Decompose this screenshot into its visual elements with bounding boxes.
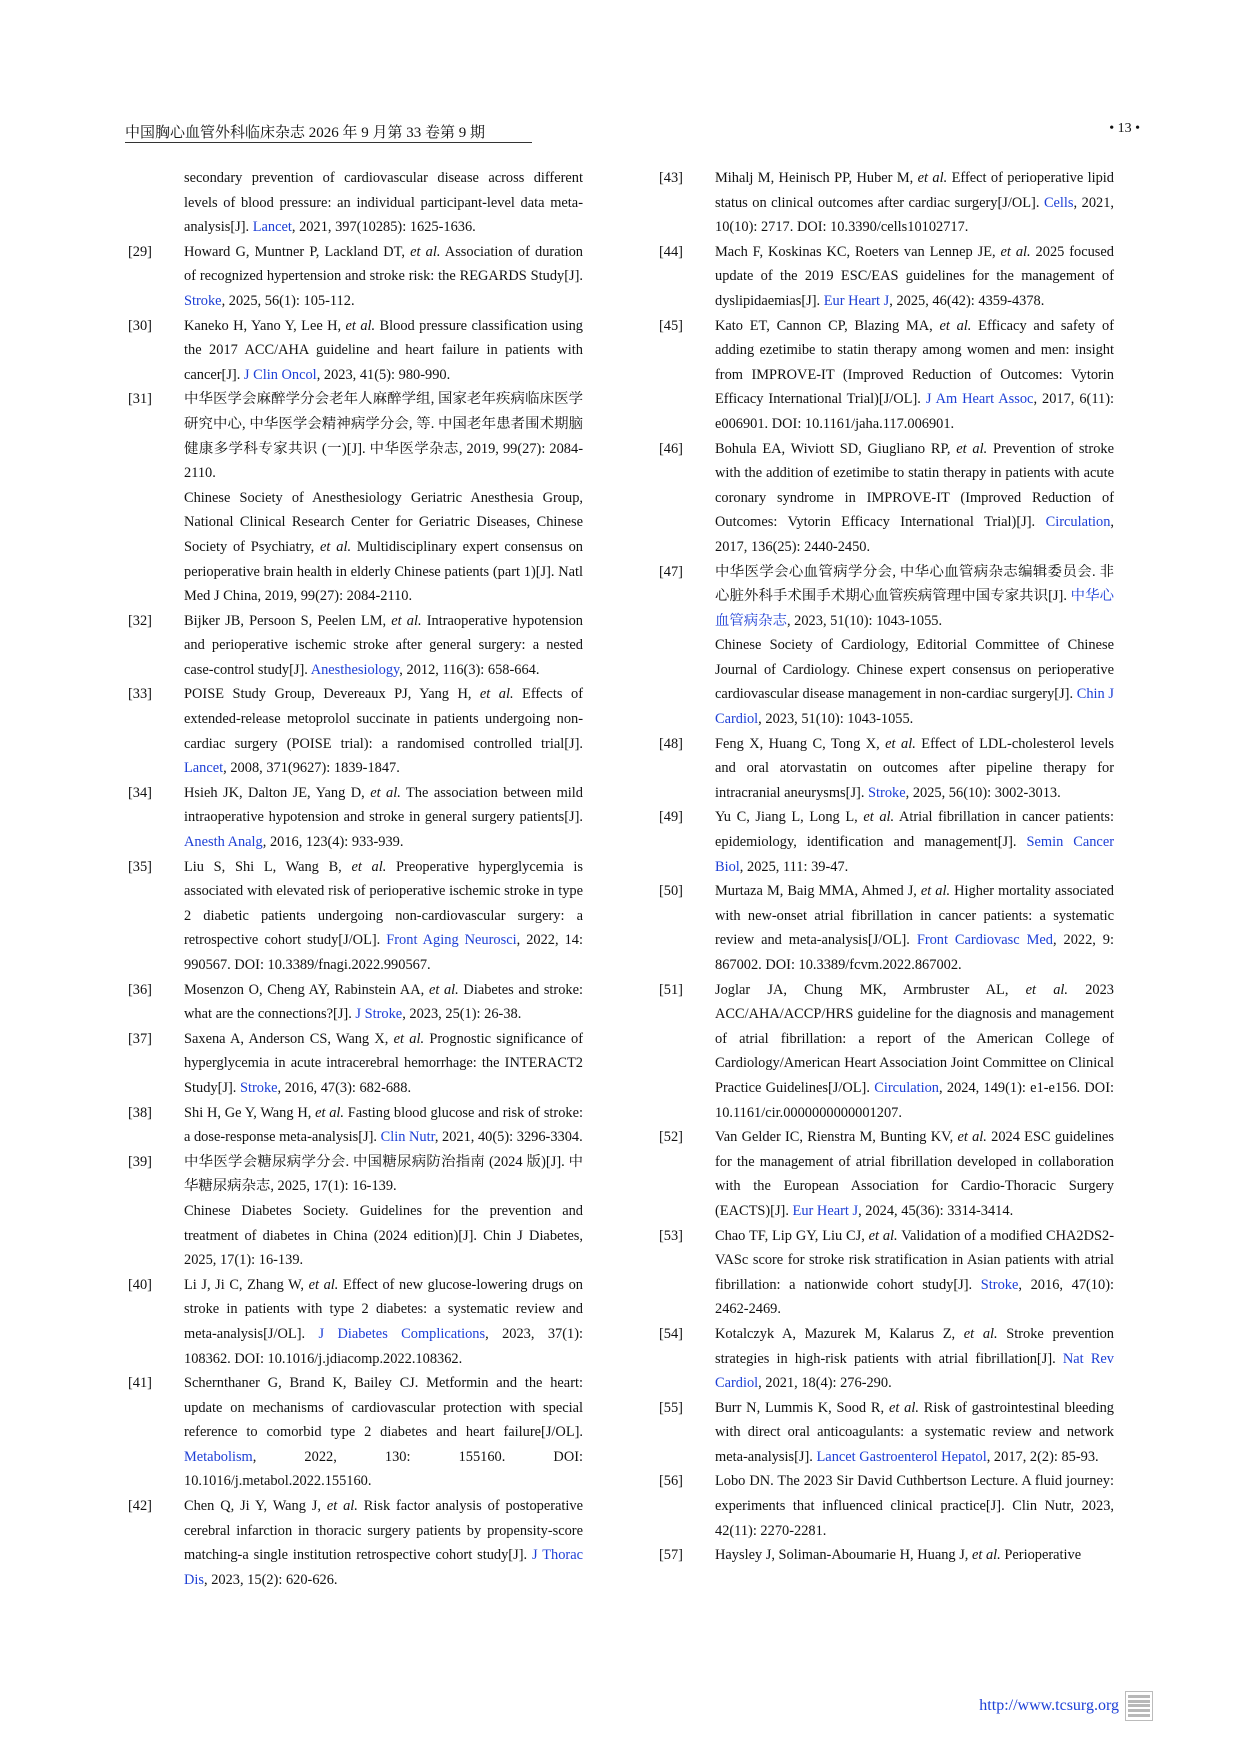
journal-link[interactable]: Lancet [184, 760, 224, 777]
journal-link[interactable]: Eur Heart J [823, 292, 890, 309]
reference-text: Kaneko H, Yano Y, Lee H, et al. Blood pressure classification using the 2017 ACC/AHA guideline and heart failure in patients with cancer[J]. J Clin Oncol, 2023, 41(5): 980-990. [184, 317, 583, 383]
journal-link[interactable]: Anesthesiology [310, 661, 400, 678]
reference-item [659, 978, 1114, 1126]
reference-number: [38] [128, 1104, 152, 1121]
reference-item [659, 1469, 1114, 1543]
reference-text: Joglar JA, Chung MK, Armbruster AL, et al. 2023 ACC/AHA/ACCP/HRS guideline for the diagnosis and management of atrial fibrillation: a report of the American College of Cardiology/American Heart Association Joint Committee on Clinical Practice Guidelines[J/OL]. Circulation, 2024, 149(1): e1-e156. DOI: 10.1161/cir.0000000000001207. [715, 981, 1114, 1121]
reference-text: Schernthaner G, Brand K, Bailey CJ. Metformin and the heart: update on mechanisms of cardiovascular protection with special reference to comorbid type 2 diabetes and heart failure[J/OL]. Metabolism, 2022, 130: 155160. DOI: 10.1016/j.metabol.2022.155160. [184, 1375, 583, 1490]
reference-item [659, 1322, 1114, 1396]
reference-number: [37] [128, 1030, 152, 1047]
reference-item [659, 240, 1114, 314]
reference-item [659, 1396, 1114, 1470]
journal-link[interactable]: J Diabetes Complications [318, 1325, 486, 1342]
reference-translation: Chinese Diabetes Society. Guidelines for the prevention and treatment of diabetes in China (2024 edition)[J]. Chin J Diabetes, 2025, 17(1): 16-139. [184, 1202, 583, 1269]
reference-number: [55] [659, 1399, 683, 1416]
reference-text: Burr N, Lummis K, Sood R, et al. Risk of gastrointestinal bleeding with direct oral anticoagulants: a systematic review and network meta-analysis[J]. Lancet Gastroenterol Hepatol, 2017, 2(2): 85-93. [715, 1399, 1114, 1465]
reference-translation: Chinese Society of Anesthesiology Geriatric Anesthesia Group, National Clinical Research Center for Geriatric Diseases, Chinese Society of Psychiatry, et al. Multidisciplinary expert consensus on perioperative brain health in elderly Chinese patients (part 1)[J]. Natl Med J China, 2019, 99(27): 2084-2110. [184, 489, 583, 605]
reference-number: [57] [659, 1547, 683, 1564]
reference-number: [44] [659, 243, 683, 260]
reference-number: [33] [128, 686, 152, 703]
reference-text: Hsieh JK, Dalton JE, Yang D, et al. The association between mild intraoperative hypotension and stroke in general surgery patients[J]. Anesth Analg, 2016, 123(4): 933-939. [184, 784, 583, 851]
journal-link[interactable]: Stroke [184, 292, 222, 309]
reference-item [128, 1494, 583, 1592]
journal-link[interactable]: J Thorac Dis [184, 1547, 584, 1588]
reference-item [128, 314, 583, 388]
reference-number: [29] [128, 243, 152, 260]
journal-link[interactable]: Front Cardiovasc Med [916, 932, 1053, 949]
reference-text: Mach F, Koskinas KC, Roeters van Lennep JE, et al. 2025 focused update of the 2019 ESC/EAS guidelines for the management of dyslipidaemias[J]. Eur Heart J, 2025, 46(42): 4359-4378. [715, 243, 1114, 309]
reference-text: Bijker JB, Persoon S, Peelen LM, et al. Intraoperative hypotension and perioperative ischemic stroke after general surgery: a nested case-control study[J]. Anesthesiology, 2012, 116(3): 658-664. [184, 612, 583, 678]
reference-number: [51] [659, 981, 683, 998]
reference-text: Van Gelder IC, Rienstra M, Bunting KV, et al. 2024 ESC guidelines for the management of atrial fibrillation developed in collaboration with the European Association for Cardio-Thoracic Surgery (EACTS)[J]. Eur Heart J, 2024, 45(36): 3314-3414. [715, 1129, 1114, 1219]
reference-item [659, 1224, 1114, 1322]
reference-text: POISE Study Group, Devereaux PJ, Yang H, et al. Effects of extended-release metoprolol succinate in patients undergoing non-cardiac surgery (POISE trial): a randomised controlled trial[J]. Lancet, 2008, 371(9627): 1839-1847. [184, 686, 583, 777]
journal-link[interactable]: J Clin Oncol [243, 366, 317, 383]
reference-number: [54] [659, 1325, 683, 1342]
running-header [125, 121, 1140, 143]
reference-text: 中华医学会心血管病学分会, 中华心血管病杂志编辑委员会. 非心脏外科手术围手术期心血管疾病管理中国专家共识[J]. 中华心血管病杂志, 2023, 51(10): 1043-1055. Chinese Society of Cardiology, Editorial Committee of Chinese Journal of Cardiology. Chinese expert consensus on perioperative cardiovascular disease management in non-cardiac surgery[J]. Chin J Cardiol, 2023, 51(10): 1043-1055. [715, 560, 1114, 732]
journal-logo-icon [1125, 1691, 1153, 1721]
journal-link[interactable]: Anesth Analg [184, 834, 263, 851]
reference-number: [47] [659, 563, 683, 580]
references-column-right [659, 166, 1114, 1568]
journal-link[interactable]: Eur Heart J [792, 1202, 859, 1219]
reference-text: Shi H, Ge Y, Wang H, et al. Fasting blood glucose and risk of stroke: a dose-response meta-analysis[J]. Clin Nutr, 2021, 40(5): 3296-3304. [184, 1104, 583, 1146]
reference-number: [40] [128, 1276, 152, 1293]
reference-item [128, 240, 583, 314]
journal-link[interactable]: Lancet Gastroenterol Hepatol [816, 1448, 987, 1465]
journal-link[interactable]: Stroke [239, 1079, 278, 1096]
journal-link[interactable]: Stroke [980, 1276, 1019, 1293]
reference-number: [35] [128, 858, 152, 875]
reference-text: 中华医学会糖尿病学分会. 中国糖尿病防治指南 (2024 版)[J]. 中华糖尿病杂志, 2025, 17(1): 16-139. Chinese Diabetes Society. Guidelines for the prevention and treatment of diabetes in China (2024 edition)[J]. Chin J Diabetes, 2025, 17(1): 16-139. [184, 1150, 583, 1273]
reference-item [128, 978, 583, 1027]
reference-item [659, 437, 1114, 560]
reference-text: Feng X, Huang C, Tong X, et al. Effect of LDL-cholesterol levels and oral atorvastatin on outcomes after pipeline therapy for intracranial aneurysms[J]. Stroke, 2025, 56(10): 3002-3013. [715, 735, 1114, 801]
reference-item [128, 682, 583, 780]
journal-link[interactable]: J Stroke [355, 1006, 403, 1023]
reference-item [128, 1273, 583, 1371]
reference-number: [53] [659, 1227, 683, 1244]
reference-number: [45] [659, 317, 683, 334]
journal-link[interactable]: 中华心血管病杂志 [715, 588, 1114, 629]
reference-number: [41] [128, 1375, 152, 1392]
journal-link[interactable]: Nat Rev Cardiol [715, 1350, 1114, 1392]
reference-item [128, 387, 583, 608]
reference-text: Murtaza M, Baig MMA, Ahmed J, et al. Higher mortality associated with new-onset atrial fibrillation in cancer patients: a systematic review and meta-analysis[J/OL]. Front Cardiovasc Med, 2022, 9: 867002. DOI: 10.3389/fcvm.2022.867002. [715, 883, 1114, 973]
reference-item [128, 855, 583, 978]
reference-text: Lobo DN. The 2023 Sir David Cuthbertson Lecture. A fluid journey: experiments that influenced clinical practice[J]. Clin Nutr, 2023, 42(11): 2270-2281. [715, 1473, 1114, 1539]
reference-number: [56] [659, 1473, 683, 1490]
reference-item [128, 1150, 583, 1273]
reference-text: Kotalczyk A, Mazurek M, Kalarus Z, et al. Stroke prevention strategies in high-risk patients with atrial fibrillation[J]. Nat Rev Cardiol, 2021, 18(4): 276-290. [715, 1325, 1114, 1392]
reference-number: [34] [128, 784, 152, 801]
reference-item [659, 314, 1114, 437]
reference-item [659, 879, 1114, 977]
reference-number: [49] [659, 809, 683, 826]
journal-link[interactable]: J Am Heart Assoc [925, 391, 1034, 408]
reference-text: Li J, Ji C, Zhang W, et al. Effect of new glucose-lowering drugs on stroke in patients with type 2 diabetes: a systematic review and meta-analysis[J/OL]. J Diabetes Complications, 2023, 37(1): 108362. DOI: 10.1016/j.jdiacomp.2022.108362. [184, 1276, 584, 1367]
reference-text: Bohula EA, Wiviott SD, Giugliano RP, et al. Prevention of stroke with the addition of ezetimibe to statin therapy in patients with acute coronary syndrome in IMPROVE-IT (Improved Reduction of Outcomes: Vytorin Efficacy International Trial)[J]. Circulation, 2017, 136(25): 2440-2450. [715, 440, 1115, 555]
page-footer [979, 1688, 1153, 1724]
reference-number: [46] [659, 440, 683, 457]
reference-number: [30] [128, 317, 152, 334]
reference-item [659, 805, 1114, 879]
reference-item [659, 1543, 1114, 1568]
reference-item [659, 1125, 1114, 1223]
journal-link[interactable]: Front Aging Neurosci [386, 932, 517, 949]
reference-number: [42] [128, 1498, 152, 1515]
reference-number: [39] [128, 1153, 152, 1170]
reference-number: [48] [659, 735, 683, 752]
reference-text: 中华医学会麻醉学分会老年人麻醉学组, 国家老年疾病临床医学研究中心, 中华医学会精神病学分会, 等. 中国老年患者围术期脑健康多学科专家共识 (一)[J]. 中华医学杂志, 2019, 99(27): 2084-2110. Chinese Society of Anesthesiology Geriatric Anesthesia Group, National Clinical Research Center for Geriatric Diseases, Chinese Society of Psychiatry, et al. Multidisciplinary expert consensus on perioperative brain health in elderly Chinese patients (part 1)[J]. Natl Med J China, 2019, 99(27): 2084-2110. [184, 387, 583, 608]
reference-text: Mihalj M, Heinisch PP, Huber M, et al. Effect of perioperative lipid status on clinical outcomes after cardiac surgery[J/OL]. Cells, 2021, 10(10): 2717. DOI: 10.3390/cells10102717. [715, 170, 1115, 236]
journal-issue-title: 中国胸心血管外科临床杂志 2026 年 9 月第 33 卷第 9 期 [125, 125, 486, 141]
reference-text: Haysley J, Soliman-Aboumarie H, Huang J, et al. Perioperative [715, 1547, 1082, 1564]
header-rule [125, 142, 532, 143]
references-column-left [128, 166, 583, 1592]
journal-link[interactable]: Clin Nutr [380, 1129, 435, 1146]
reference-item [128, 781, 583, 855]
journal-link[interactable]: Metabolism [184, 1448, 253, 1465]
reference-text: Chen Q, Ji Y, Wang J, et al. Risk factor analysis of postoperative cerebral infarction in thoracic surgery patients by propensity-score matching-a single institution retrospective cohort study[J]. J Thorac Dis, 2023, 15(2): 620-626. [184, 1498, 584, 1588]
reference-text: Kato ET, Cannon CP, Blazing MA, et al. Efficacy and safety of adding ezetimibe to statin therapy among women and men: insight from IMPROVE-IT (Improved Reduction of Outcomes: Vytorin Efficacy International Trial)[J/OL]. J Am Heart Assoc, 2017, 6(11): e006901. DOI: 10.1161/jaha.117.006901. [715, 317, 1115, 432]
reference-item [128, 1101, 583, 1150]
reference-number: [52] [659, 1129, 683, 1146]
reference-item [128, 609, 583, 683]
reference-text: Howard G, Muntner P, Lackland DT, et al. Association of duration of recognized hypertension and stroke risk: the REGARDS Study[J]. Stroke, 2025, 56(1): 105-112. [184, 243, 583, 309]
reference-item [659, 166, 1114, 240]
reference-number: [50] [659, 883, 683, 900]
reference-translation: Chinese Society of Cardiology, Editorial Committee of Chinese Journal of Cardiology. Chinese expert consensus on perioperative cardiovascular disease management in non-cardiac surgery[J]. Chin J Cardiol, 2023, 51(10): 1043-1055. [715, 637, 1114, 728]
reference-item [128, 1371, 583, 1494]
reference-item [659, 732, 1114, 806]
reference-continuation: secondary prevention of cardiovascular disease across different levels of blood pressure: an individual participant-level data meta-analysis[J]. Lancet, 2021, 397(10285): 1625-1636. [184, 170, 583, 236]
journal-link[interactable]: Circulation [874, 1079, 939, 1096]
journal-link[interactable]: Stroke [868, 784, 906, 801]
journal-link[interactable]: Circulation [1045, 514, 1111, 531]
reference-item [128, 1027, 583, 1101]
journal-link[interactable]: Cells [1043, 194, 1074, 211]
page-number: • 13 • [1109, 121, 1140, 136]
reference-text: Yu C, Jiang L, Long L, et al. Atrial fibrillation in cancer patients: epidemiology, identification and management[J]. Semin Cancer Biol, 2025, 111: 39-47. [715, 809, 1114, 875]
reference-number: [36] [128, 981, 152, 998]
reference-number: [31] [128, 391, 152, 408]
reference-text: Liu S, Shi L, Wang B, et al. Preoperative hyperglycemia is associated with elevated risk of perioperative ischemic stroke in type 2 diabetic patients undergoing non-cardiovascular surgery: a retrospective cohort study[J/OL]. Front Aging Neurosci, 2022, 14: 990567. DOI: 10.3389/fnagi.2022.990567. [184, 858, 583, 973]
reference-text: Chao TF, Lip GY, Liu CJ, et al. Validation of a modified CHA2DS2-VASc score for stroke risk stratification in Asian patients with atrial fibrillation: a nationwide cohort study[J]. Stroke, 2016, 47(10): 2462-2469. [715, 1227, 1114, 1318]
reference-item [659, 560, 1114, 732]
reference-text: Saxena A, Anderson CS, Wang X, et al. Prognostic significance of hyperglycemia in acute intracerebral hemorrhage: the INTERACT2 Study[J]. Stroke, 2016, 47(3): 682-688. [184, 1030, 583, 1096]
journal-link[interactable]: Chin J Cardiol [715, 686, 1114, 728]
journal-website-link[interactable]: http://www.tcsurg.org [979, 1697, 1119, 1714]
journal-link[interactable]: Lancet [252, 219, 292, 236]
journal-link[interactable]: Semin Cancer Biol [715, 834, 1114, 875]
reference-number: [43] [659, 170, 683, 186]
reference-number: [32] [128, 612, 152, 629]
reference-text: Mosenzon O, Cheng AY, Rabinstein AA, et al. Diabetes and stroke: what are the connections?[J]. J Stroke, 2023, 25(1): 26-38. [184, 981, 583, 1023]
